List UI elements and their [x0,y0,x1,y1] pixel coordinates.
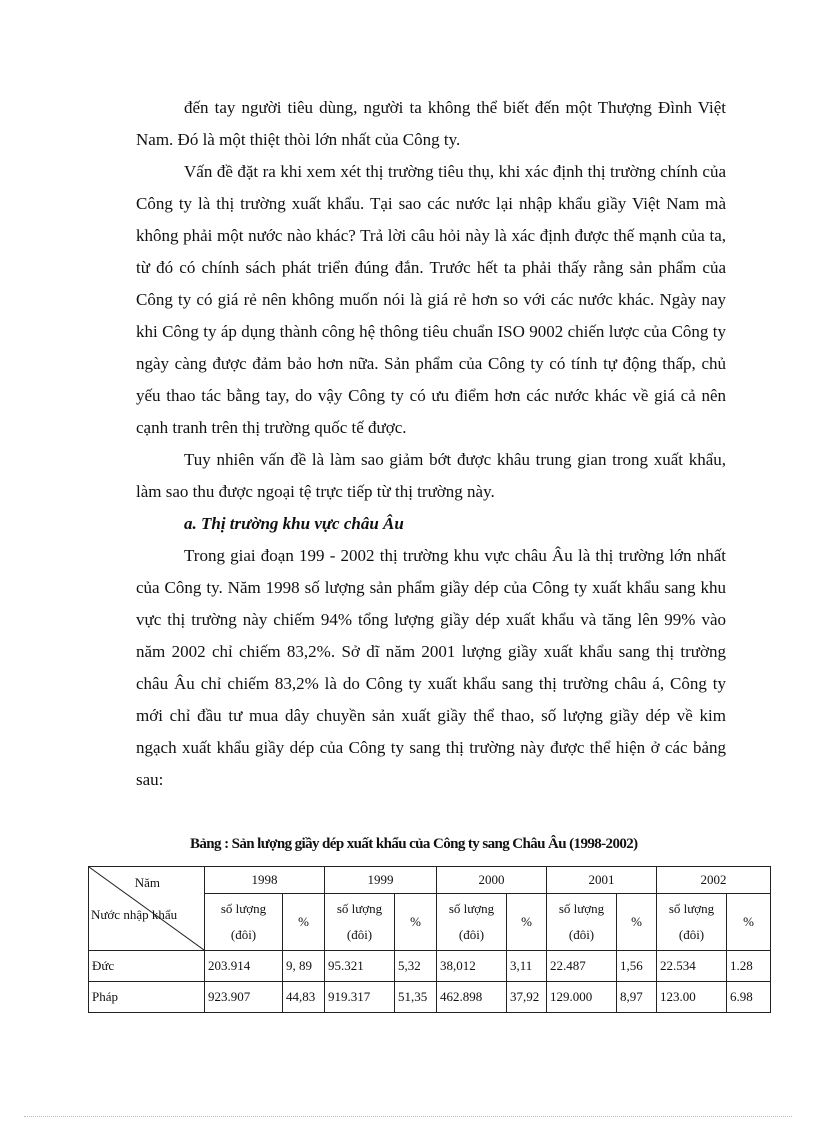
qty-subheader: số lượng (đôi) [325,894,395,951]
table-cell: 51,35 [395,982,437,1013]
qty-subheader: số lượng (đôi) [547,894,617,951]
qty-subheader: số lượng (đôi) [657,894,727,951]
table-corner-cell [89,867,205,951]
qty-subheader: số lượng (đôi) [437,894,507,951]
pct-subheader: % [283,894,325,951]
qty-subheader: số lượng (đôi) [205,894,283,951]
table-cell: 6.98 [727,982,771,1013]
table-cell: 123.00 [657,982,727,1013]
pct-subheader: % [507,894,547,951]
table-cell: 462.898 [437,982,507,1013]
paragraph-2: Vấn đề đặt ra khi xem xét thị trường tiêu thụ, khi xác định thị trường chính của Công ty là thị trường xuất khẩu. Tại sao các nước lại nhập khẩu giầy Việt Nam mà không phải một nước nào khác? Trả lời câu hỏi này là xác định được thế mạnh của ta, từ đó có chính sách phát triển đúng đắn. Trước hết ta phải thấy rằng sản phẩm của Công ty có giá rẻ nên không muốn nói là giá rẻ hơn so với các nước khác. Ngày nay khi Công ty áp dụng thành công hệ thông tiêu chuẩn ISO 9002 chiến lược của Công ty ngày càng được đảm bảo hơn nữa. Sản phẩm của Công ty có tính tự động thấp, chủ yếu thao tác bằng tay, do vậy Công ty có ưu điểm hơn các nước khác về giá cả nên cạnh tranh trên thị trường quốc tế được. [136,162,726,437]
paragraph-1: đến tay người tiêu dùng, người ta không thể biết đến một Thượng Đình Việt Nam. Đó là một thiệt thòi lớn nhất của Công ty. [136,98,726,149]
paragraph-3: Tuy nhiên vấn đề là làm sao giảm bớt được khâu trung gian trong xuất khẩu, làm sao thu được ngoại tệ trực tiếp từ thị trường này. [136,450,726,501]
table-cell: 3,11 [507,951,547,982]
corner-country-label: Nước nhập khẩu [91,907,178,922]
year-header: 1999 [325,867,437,894]
country-cell: Pháp [89,982,205,1013]
table-cell: 38,012 [437,951,507,982]
pct-subheader: % [617,894,657,951]
year-header: 1998 [205,867,325,894]
table-cell: 44,83 [283,982,325,1013]
pct-subheader: % [395,894,437,951]
section-heading: a. Thị trường khu vực châu Âu [184,514,404,533]
table-cell: 9, 89 [283,951,325,982]
year-header: 2002 [657,867,771,894]
table-cell: 37,92 [507,982,547,1013]
page-bottom-divider [24,1116,792,1117]
year-header: 2000 [437,867,547,894]
table-caption: Bảng : Sản lượng giầy dép xuất khẩu của Công ty sang Châu Âu (1998-2002) [190,836,638,852]
country-cell: Đức [89,951,205,982]
table-cell: 5,32 [395,951,437,982]
table-cell: 203.914 [205,951,283,982]
table-row [89,951,771,982]
year-header: 2001 [547,867,657,894]
table-cell: 919.317 [325,982,395,1013]
export-table [88,866,771,1013]
pct-subheader: % [727,894,771,951]
table-cell: 1,56 [617,951,657,982]
table-row [89,982,771,1013]
table-cell: 22.487 [547,951,617,982]
table-cell: 22.534 [657,951,727,982]
body-text [136,92,726,796]
table-cell: 8,97 [617,982,657,1013]
paragraph-4: Trong giai đoạn 199 - 2002 thị trường khu vực châu Âu là thị trường lớn nhất của Công ty. Năm 1998 số lượng sản phẩm giầy dép của Công ty xuất khẩu sang khu vực thị trường này chiếm 94% tổng lượng giầy dép xuất khẩu và tăng lên 99% vào năm 2002 chỉ chiếm 83,2%. Sở dĩ năm 2001 lượng giầy xuất khẩu sang thị trường châu Âu chỉ chiếm 83,2% là do Công ty xuất khẩu sang thị trường châu á, Công ty mới chỉ đầu tư mua dây chuyền sản xuất giầy thể thao, số lượng giầy dép về kim ngạch xuất khẩu giầy dép của Công ty sang thị trường này được thể hiện ở các bảng sau: [136,546,726,789]
table-cell: 923.907 [205,982,283,1013]
corner-year-label: Năm [134,875,160,890]
table-cell: 129.000 [547,982,617,1013]
table-header-row [89,867,771,894]
table-cell: 95.321 [325,951,395,982]
table-cell: 1.28 [727,951,771,982]
